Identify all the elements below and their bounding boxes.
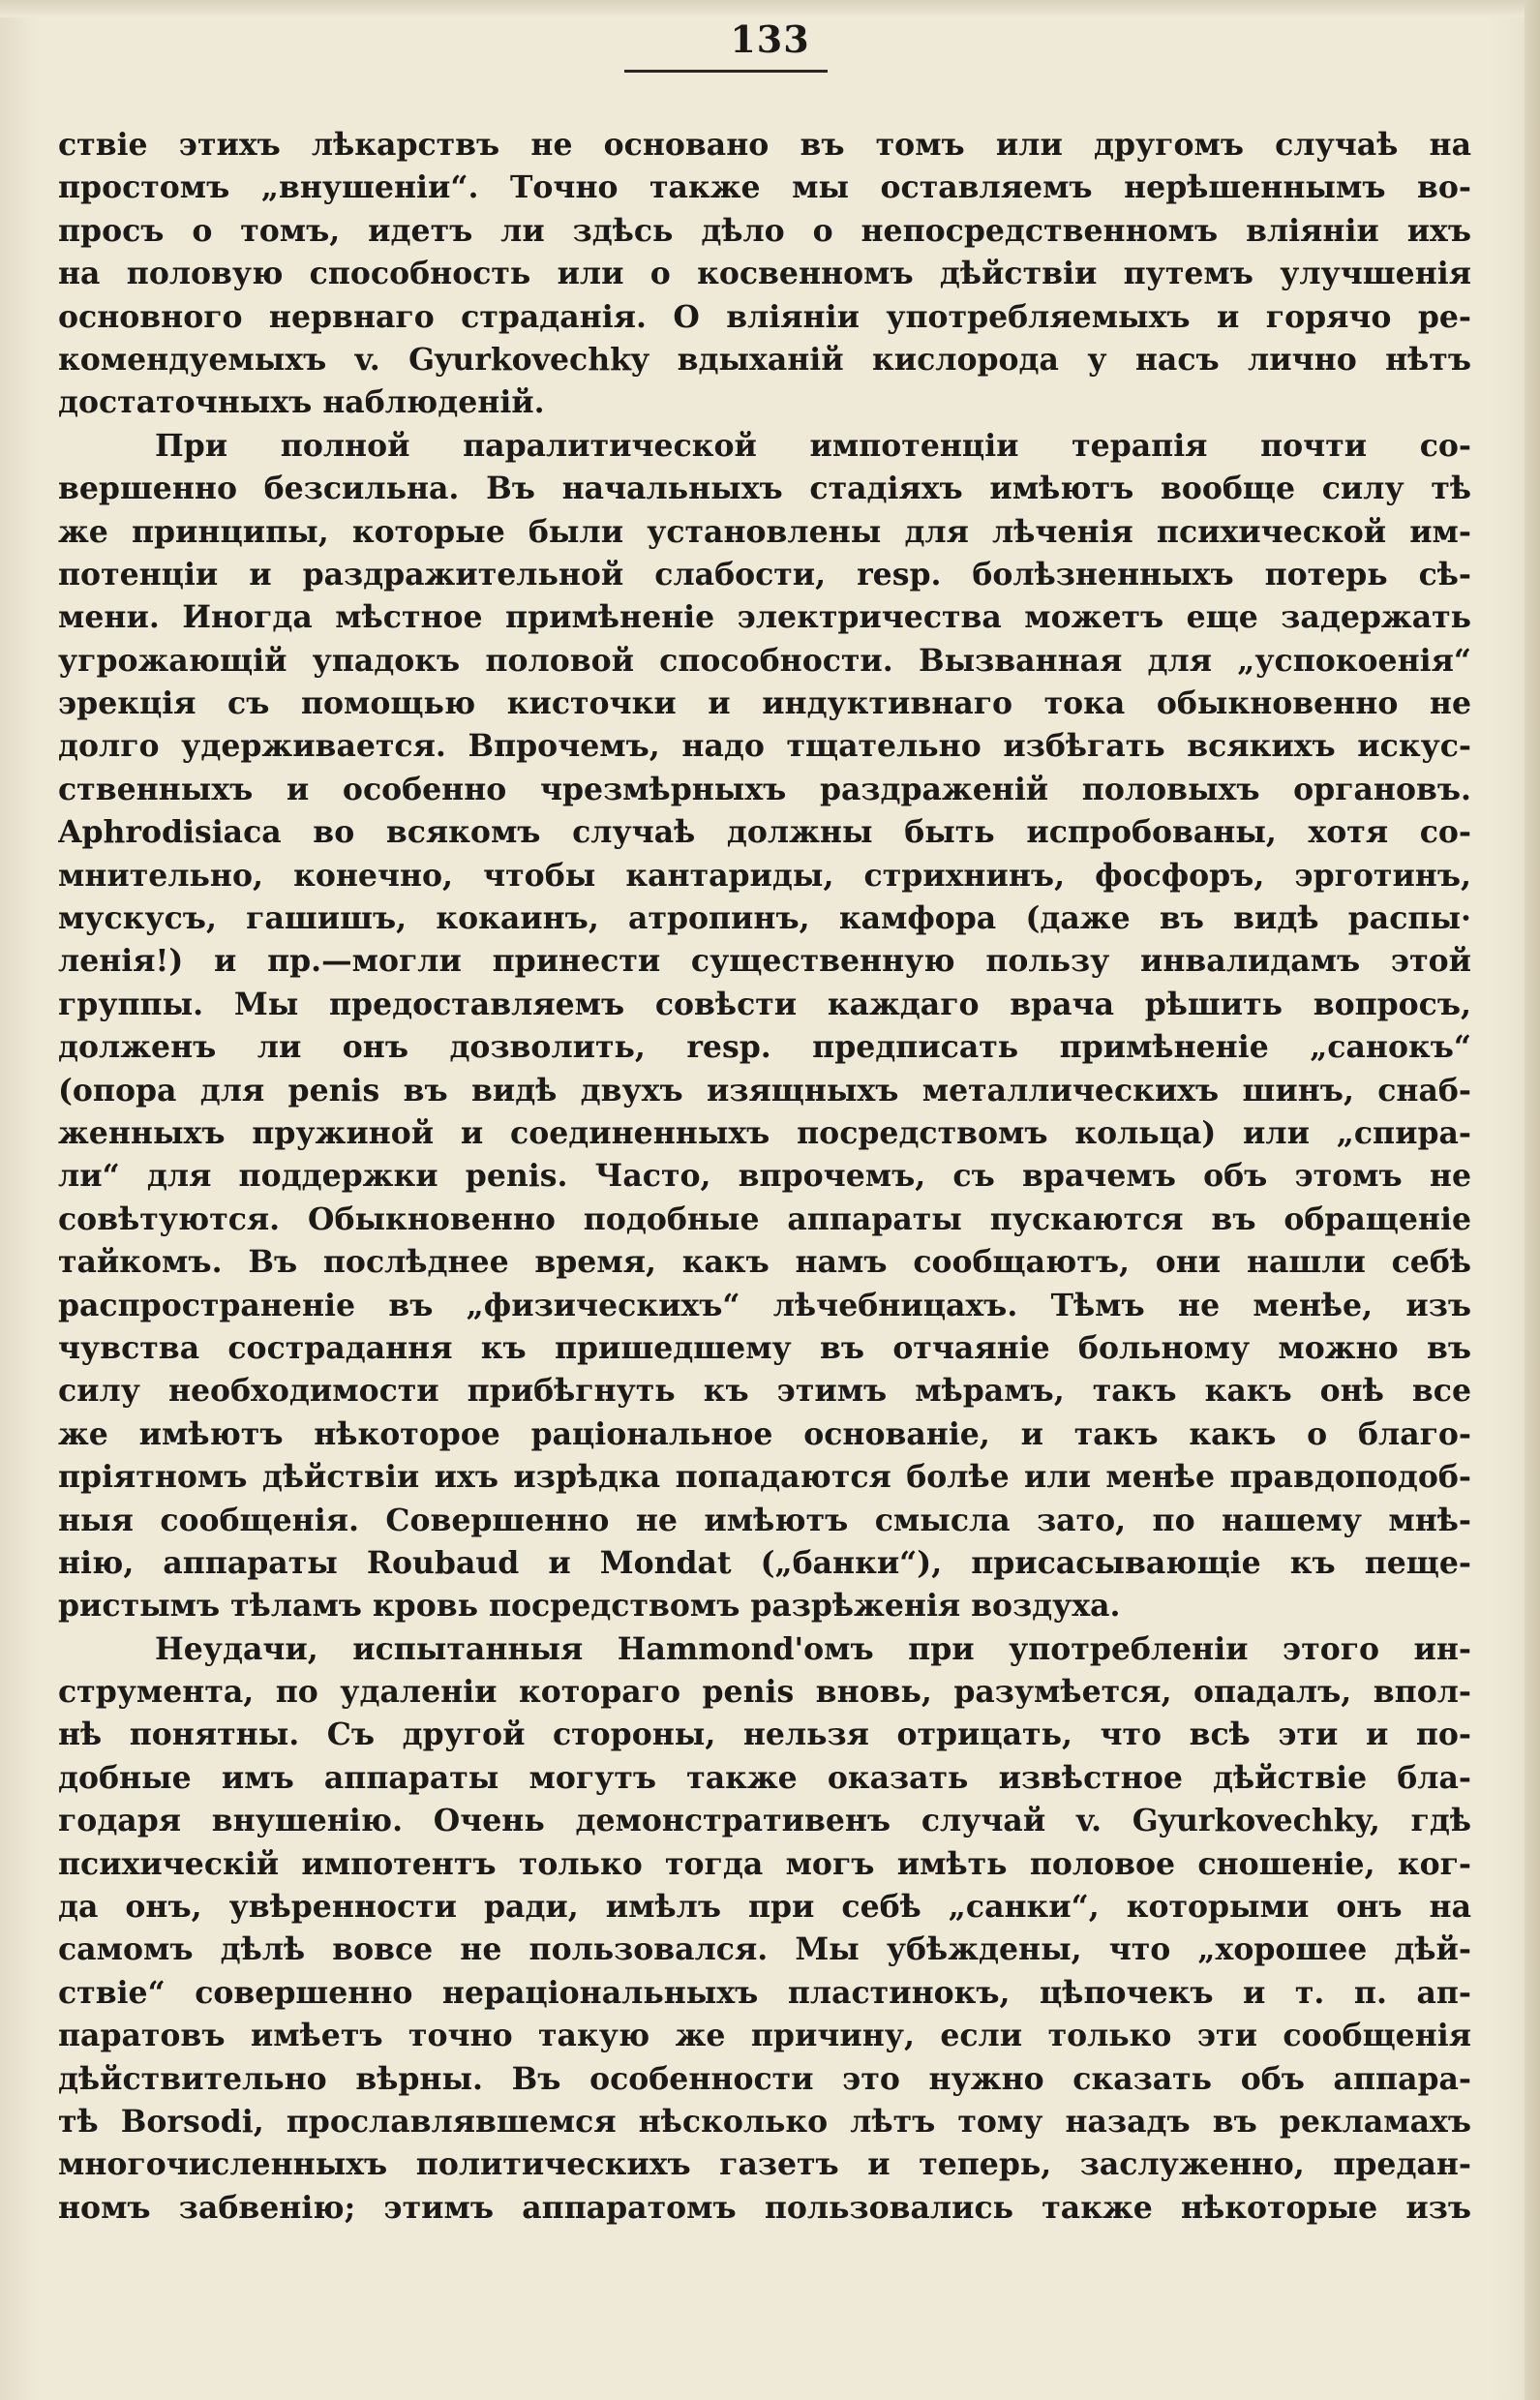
body-text: [58, 124, 1471, 2230]
text-line: же принципы, которые были установлены для лѣченія психической им-: [58, 513, 1471, 550]
text-line: ленія!) и пр.—могли принести существенную пользу инвалидамъ этой: [58, 943, 1471, 980]
text-line: ристымъ тѣламъ кровь посредствомъ разрѣженія воздуха.: [58, 1588, 1121, 1625]
text-line: мускусъ, гашишъ, кокаинъ, атропинъ, камфора (даже въ видѣ распы·: [58, 900, 1471, 937]
text-line: мнительно, конечно, чтобы кантариды, стрихнинъ, фосфоръ, эрготинъ,: [58, 857, 1471, 894]
text-line: распространеніе въ „физическихъ“ лѣчебницахъ. Тѣмъ не менѣе, изъ: [58, 1287, 1471, 1323]
text-line: достаточныхъ наблюденій.: [58, 384, 545, 421]
text-line: дѣйствительно вѣрны. Въ особенности это нужно сказать объ аппара-: [58, 2060, 1471, 2097]
text-line: долго удерживается. Впрочемъ, надо тщательно избѣгать всякихъ искус-: [58, 728, 1471, 765]
text-line: простомъ „внушеніи“. Точно также мы оставляемъ нерѣшеннымъ во-: [58, 169, 1471, 206]
text-line: группы. Мы предоставляемъ совѣсти каждаго врача рѣшить вопросъ,: [58, 986, 1471, 1022]
text-line: долженъ ли онъ дозволить, resp. предписать примѣненіе „санокъ“: [58, 1029, 1471, 1066]
text-line: женныхъ пружиной и соединенныхъ посредствомъ кольца) или „спира-: [58, 1114, 1471, 1151]
text-line: угрожающій упадокъ половой способности. Вызванная для „успокоенія“: [58, 642, 1471, 679]
text-line: добные имъ аппараты могутъ также оказать извѣстное дѣйствіе бла-: [58, 1759, 1471, 1796]
text-line: комендуемыхъ v. Gyurkovechky вдыханій кислорода у насъ лично нѣтъ: [58, 341, 1471, 378]
text-line: силу необходимости прибѣгнуть къ этимъ мѣрамъ, такъ какъ онѣ все: [58, 1373, 1471, 1410]
text-line: потенціи и раздражительной слабости, resp. болѣзненныхъ потерь сѣ-: [58, 556, 1471, 592]
text-line: паратовъ имѣетъ точно такую же причину, если только эти сообщенія: [58, 2018, 1471, 2054]
text-line: самомъ дѣлѣ вовсе не пользовался. Мы убѣждены, что „хорошее дѣй-: [58, 1931, 1471, 1968]
text-line: годаря внушенію. Очень демонстративенъ случай v. Gyurkovechky, гдѣ: [58, 1803, 1471, 1839]
text-line: ствіе“ совершенно нераціональныхъ пластинокъ, цѣпочекъ и т. п. ап-: [58, 1974, 1471, 2011]
text-line: же имѣютъ нѣкоторое раціональное основаніе, и такъ какъ о благо-: [58, 1415, 1471, 1452]
text-line: Неудачи, испытанныя Hammond'омъ при употребленіи этого ин-: [155, 1630, 1471, 1667]
page-top-edge: [0, 0, 1540, 17]
text-line: тѣ Borsodi, прославлявшемся нѣсколько лѣтъ тому назадъ въ рекламахъ: [58, 2103, 1471, 2140]
text-line: пріятномъ дѣйствіи ихъ изрѣдка попадаются болѣе или менѣе правдоподоб-: [58, 1459, 1471, 1496]
text-line: совѣтуются. Обыкновенно подобные аппараты пускаются въ обращеніе: [58, 1200, 1471, 1237]
text-line: на половую способность или о косвенномъ дѣйствіи путемъ улучшенія: [58, 256, 1471, 292]
text-line: нѣ понятны. Съ другой стороны, нельзя отрицать, что всѣ эти и по-: [58, 1716, 1471, 1753]
text-line: да онъ, увѣренности ради, имѣлъ при себѣ „санки“, которыми онъ на: [58, 1889, 1471, 1926]
text-line: ли“ для поддержки penis. Часто, впрочемъ, съ врачемъ объ этомъ не: [58, 1158, 1471, 1195]
text-line: многочисленныхъ политическихъ газетъ и теперь, заслуженно, предан-: [58, 2146, 1471, 2183]
text-line: ныя сообщенія. Совершенно не имѣютъ смысла зато, по нашему мнѣ-: [58, 1502, 1471, 1538]
header-rule: [624, 70, 828, 73]
text-line: струмента, по удаленіи котораго penis вновь, разумѣется, опадалъ, впол-: [58, 1674, 1471, 1711]
text-line: мени. Иногда мѣстное примѣненіе электричества можетъ еще задержать: [58, 599, 1471, 636]
text-line: основного нервнаго страданія. О вліяніи употребляемыхъ и горячо ре-: [58, 298, 1471, 335]
page-right-edge: [1525, 0, 1540, 2400]
text-line: психическій импотентъ только тогда могъ имѣть половое сношеніе, ког-: [58, 1845, 1471, 1882]
text-line: Aphrodisiaca во всякомъ случаѣ должны быть испробованы, хотя со-: [58, 814, 1471, 851]
text-line: номъ забвенію; этимъ аппаратомъ пользовались также нѣкоторые изъ: [58, 2189, 1471, 2226]
text-line: ственныхъ и особенно чрезмѣрныхъ раздраженій половыхъ органовъ.: [58, 771, 1471, 807]
text-line: вершенно безсильна. Въ начальныхъ стадіяхъ имѣютъ вообще силу тѣ: [58, 471, 1471, 507]
text-line: тайкомъ. Въ послѣднее время, какъ намъ сообщаютъ, они нашли себѣ: [58, 1244, 1471, 1281]
text-line: (опора для penis въ видѣ двухъ изящныхъ металлическихъ шинъ, снаб-: [58, 1072, 1471, 1109]
text-line: ствіе этихъ лѣкарствъ не основано въ томъ или другомъ случаѣ на: [58, 127, 1471, 163]
text-line: эрекція съ помощью кисточки и индуктивнаго тока обыкновенно не: [58, 685, 1471, 722]
text-line: При полной паралитической импотенціи терапія почти со-: [155, 427, 1471, 464]
text-line: нію, аппараты Roubaud и Mondat („банки“), присасывающіе къ пеще-: [58, 1544, 1471, 1581]
text-line: просъ о томъ, идетъ ли здѣсь дѣло о непосредственномъ вліяніи ихъ: [58, 212, 1471, 249]
page-number: 133: [730, 17, 810, 61]
text-line: чувства сострадання къ пришедшему въ отчаяніе больному можно въ: [58, 1329, 1471, 1366]
